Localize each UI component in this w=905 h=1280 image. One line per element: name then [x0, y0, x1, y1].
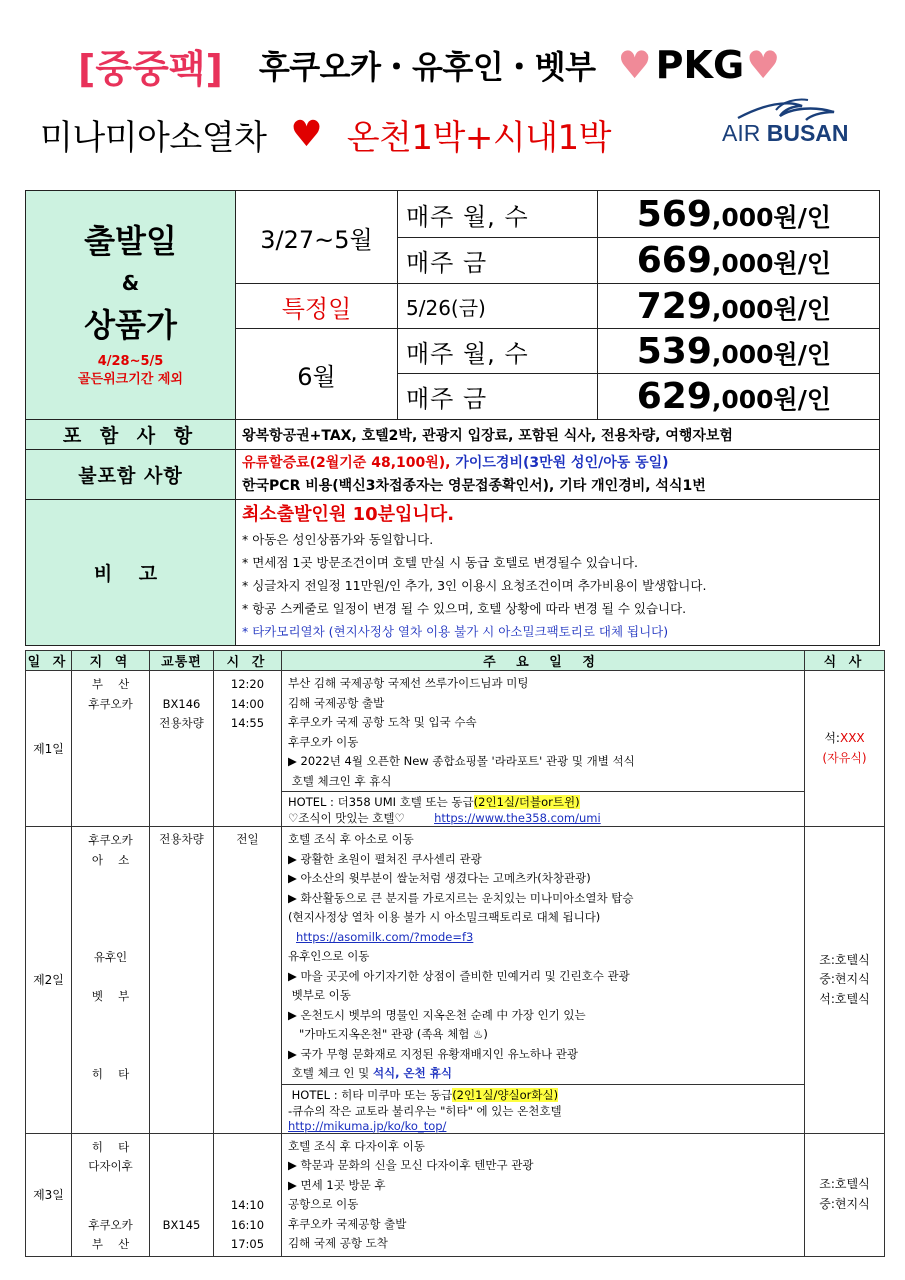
day1-schedule	[282, 671, 805, 827]
heart-icon: ♥	[617, 43, 652, 87]
schedule-item: ▶ 광활한 초원이 펼쳐진 쿠사센리 관광	[288, 851, 482, 866]
price-main: 569	[636, 193, 712, 235]
meal-value: XXX	[839, 731, 865, 745]
label-amp: &	[121, 271, 140, 295]
brand-name: [중중팩]	[78, 46, 223, 91]
hotel-note: ♡조식이 맛있는 호텔♡	[288, 811, 405, 825]
day2-transport: 전용차량	[150, 827, 214, 1134]
day3-schedule	[282, 1133, 805, 1256]
dinner-onsen: 석식, 온천 휴식	[372, 1066, 452, 1080]
exclude-guide: 가이드경비(3만원 성인/아동 동일)	[455, 454, 669, 471]
stay-title: 온천1박+시내1박	[346, 117, 612, 158]
days-cell: 매주 월, 수	[398, 191, 598, 238]
schedule-item: 후쿠오카 이동	[288, 734, 359, 749]
day2-hotel	[282, 1084, 804, 1133]
note-item: * 아동은 성인상품가와 동일합니다.	[242, 532, 434, 547]
time-item: 17:05	[230, 1237, 265, 1251]
day1-hotel	[282, 791, 804, 826]
time-item: 12:20	[230, 677, 265, 691]
day3-times	[214, 1133, 282, 1256]
hotel-note: -큐슈의 작은 교토라 불리우는 "히타" 에 있는 온천호텔	[288, 1103, 562, 1118]
schedule-item: 호텔 조식 후 다자이후 이동	[288, 1138, 425, 1153]
header	[0, 0, 905, 180]
header-transport: 교통편	[150, 651, 214, 671]
day2-schedule	[282, 827, 805, 1134]
exclude-etc: 한국PCR 비용(백신3차접종자는 영문접종확인서), 기타 개인경비, 석식1번	[242, 477, 706, 494]
include-label: 포 함 사 항	[26, 420, 236, 450]
note-item-train: * 타카모리열차 (현지사정상 열차 이용 불가 시 아소밀크팩토리로 대체 됩니다)	[242, 624, 669, 639]
title-line-2	[40, 108, 611, 160]
price-unit: ,000원/인	[711, 385, 831, 414]
time-item: 16:10	[230, 1217, 265, 1232]
schedule-item: 부산 김해 국제공항 국제선 쓰루가이드님과 미팅	[288, 676, 529, 690]
time-item: 14:55	[230, 716, 265, 730]
region-item: 후쿠오카	[88, 1217, 133, 1232]
heart-icon: ♥	[290, 113, 323, 155]
train-title: 미나미아소열차	[40, 117, 267, 158]
day1-label: 제1일	[26, 671, 72, 827]
price-cell	[598, 329, 880, 374]
region-item: 벳 부	[91, 989, 130, 1003]
note-item: * 항공 스케줄로 일정이 변경 될 수 있으며, 호텔 상황에 따라 변경 될 수 있습니다.	[242, 601, 687, 616]
exclude-fuel: 유류할증료(2월기준 48,100원),	[242, 454, 451, 471]
day2-time: 전일	[214, 827, 282, 1134]
header-meal: 식 사	[805, 651, 885, 671]
meal-item: 석:	[824, 731, 840, 745]
day1-region	[72, 671, 150, 827]
price-main: 729	[636, 285, 712, 327]
schedule-item: ▶ 마을 곳곳에 아기자기한 상점이 즐비한 민예거리 및 긴린호수 관광	[288, 968, 630, 983]
departure-price-label	[26, 191, 236, 420]
schedule-item: ▶ 학문과 문화의 신을 모신 다자이후 텐만구 관광	[288, 1158, 534, 1172]
meal-item: 중:현지식	[819, 1196, 870, 1211]
period-cell: 6월	[236, 329, 398, 420]
schedule-item: ▶ 아소산의 윗부분이 쌀눈처럼 생겼다는 고메츠카(차창관광)	[288, 871, 591, 885]
include-text: 왕복항공권+TAX, 호텔2박, 관광지 입장료, 포함된 식사, 전용차량, 여행자보험	[236, 420, 880, 450]
hotel-room-type: (2인1실/양실or화실)	[452, 1087, 559, 1102]
day1-row	[26, 671, 885, 827]
price-unit: ,000원/인	[711, 249, 831, 278]
logo-air: AIR	[722, 120, 761, 146]
header-region: 지 역	[72, 651, 150, 671]
schedule-item: ▶ 면세 1곳 방문 후	[288, 1177, 386, 1192]
schedule-item: "가마도지옥온천" 관광 (족욕 체험 ♨)	[288, 1027, 488, 1041]
logo-text	[722, 120, 849, 147]
day3-row	[26, 1133, 885, 1256]
period-cell-special: 특정일	[236, 284, 398, 329]
price-main: 539	[636, 330, 712, 372]
price-cell	[598, 284, 880, 329]
flight-code: BX146	[162, 696, 201, 711]
header-time: 시 간	[214, 651, 282, 671]
min-participants: 최소출발인원 10분입니다.	[242, 504, 455, 525]
hotel-link[interactable]: http://mikuma.jp/ko/ko_top/	[288, 1118, 447, 1133]
region-item: 히 타	[91, 1067, 130, 1081]
day2-meal	[805, 827, 885, 1134]
title-line-1	[78, 40, 780, 90]
time-item: 14:10	[230, 1198, 265, 1212]
pkg-label: PKG	[655, 43, 745, 87]
period-cell: 3/27~5월	[236, 191, 398, 284]
hotel-link[interactable]: https://www.the358.com/umi	[434, 811, 601, 825]
schedule-item: ▶ 2022년 4월 오픈한 New 종합쇼핑몰 '라라포트' 관광 및 개별 석식	[288, 754, 635, 768]
label-price: 상품가	[84, 306, 177, 344]
schedule-item: ▶ 화산활동으로 큰 분지를 가로지르는 운치있는 미나미아소열차 탑승	[288, 890, 634, 905]
asomilk-link[interactable]: https://asomilk.com/?mode=f3	[296, 929, 474, 944]
day3-meal	[805, 1133, 885, 1256]
schedule-item: 김해 국제공항 출발	[288, 695, 385, 710]
region-item: 후쿠오카	[88, 833, 133, 847]
schedule-item: 벳부로 이동	[288, 988, 351, 1002]
meal-item: 중:현지식	[819, 972, 870, 986]
label-departure: 출발일	[84, 222, 177, 260]
day3-region	[72, 1133, 150, 1256]
price-unit: ,000원/인	[711, 294, 831, 324]
day2-label: 제2일	[26, 827, 72, 1134]
note-item: * 면세점 1곳 방문조건이며 호텔 만실 시 동급 호텔로 변경될수 있습니다.	[242, 555, 639, 570]
label-note-golden-week: 골든위크기간 제외	[78, 372, 183, 387]
notes	[236, 500, 880, 646]
schedule-item: (현지사정상 열차 이용 불가 시 아소밀크팩토리로 대체 됩니다)	[288, 910, 601, 924]
price-main: 629	[636, 376, 712, 417]
days-cell: 매주 월, 수	[398, 329, 598, 374]
header-schedule: 주 요 일 정	[282, 651, 805, 671]
time-item: 14:00	[230, 696, 265, 711]
region-item: 부 산	[91, 677, 130, 691]
air-busan-logo	[718, 96, 858, 152]
heart-icon: ♥	[746, 43, 781, 87]
price-main: 669	[636, 240, 712, 281]
region-item: 부 산	[91, 1237, 130, 1251]
schedule-item: 후쿠오카 국제 공항 도착 및 입국 수속	[288, 715, 477, 729]
day1-meal	[805, 671, 885, 827]
price-cell	[598, 374, 880, 420]
itinerary-table	[25, 650, 885, 1257]
price-table	[25, 190, 880, 646]
schedule-item: 호텔 체크인 후 휴식	[288, 773, 392, 788]
hotel-name: HOTEL : 히타 미쿠마 또는 동급	[288, 1087, 453, 1102]
days-cell: 매주 금	[398, 374, 598, 420]
logo-busan: BUSAN	[766, 120, 849, 146]
days-cell: 매주 금	[398, 238, 598, 284]
transport-item: 전용차량	[159, 716, 204, 730]
header-date: 일 자	[26, 651, 72, 671]
meal-free: (자유식)	[822, 750, 867, 765]
region-item: 아 소	[91, 852, 130, 867]
schedule-item: 공항으로 이동	[288, 1197, 359, 1211]
route-title: 후쿠오카・유후인・벳부	[258, 48, 596, 86]
schedule-item: 김해 국제 공항 도착	[288, 1236, 388, 1250]
price-cell	[598, 238, 880, 284]
schedule-item: ▶ 국가 무형 문화재로 지정된 유황재배지인 유노하나 관광	[288, 1046, 578, 1061]
schedule-item: 유후인으로 이동	[288, 949, 370, 963]
schedule-item: ▶ 온천도시 벳부의 명물인 지옥온천 순례 中 가장 인기 있는	[288, 1007, 586, 1022]
note-item: * 싱글차지 전일정 11만원/인 추가, 3인 이용시 요청조건이며 추가비용이 발생합니다.	[242, 578, 707, 593]
hotel-room-type: (2인1실/더블or트윈)	[473, 795, 580, 809]
price-cell	[598, 191, 880, 238]
label-note-dates: 4/28~5/5	[97, 354, 164, 369]
bird-wing-icon	[736, 96, 856, 122]
hotel-name: HOTEL : 더358 UMI 호텔 또는 동급	[288, 795, 474, 809]
region-item: 히 타	[91, 1139, 130, 1154]
day1-times	[214, 671, 282, 827]
meal-item: 조:호텔식	[819, 1177, 870, 1191]
region-item: 다자이후	[88, 1159, 133, 1173]
region-item: 유후인	[93, 950, 128, 964]
schedule-item: 호텔 조식 후 아소로 이동	[288, 832, 414, 846]
note-label: 비 고	[26, 500, 236, 646]
day2-row	[26, 827, 885, 1134]
day2-region	[72, 827, 150, 1134]
schedule-item: 후쿠오카 국제공항 출발	[288, 1216, 407, 1231]
meal-item: 조:호텔식	[819, 952, 870, 967]
exclude-label: 불포함 사항	[26, 450, 236, 500]
schedule-item: 호텔 체크 인 및	[288, 1066, 373, 1080]
price-unit: ,000원/인	[711, 339, 831, 369]
exclude-text	[236, 450, 880, 500]
day1-transport	[150, 671, 214, 827]
days-cell: 5/26(금)	[398, 284, 598, 329]
flight-code: BX145	[162, 1217, 201, 1232]
day3-transport	[150, 1133, 214, 1256]
region-item: 후쿠오카	[88, 696, 133, 711]
itinerary-header-row	[26, 651, 885, 671]
meal-item: 석:호텔식	[819, 991, 870, 1006]
day3-label: 제3일	[26, 1133, 72, 1256]
price-unit: ,000원/인	[711, 202, 831, 232]
